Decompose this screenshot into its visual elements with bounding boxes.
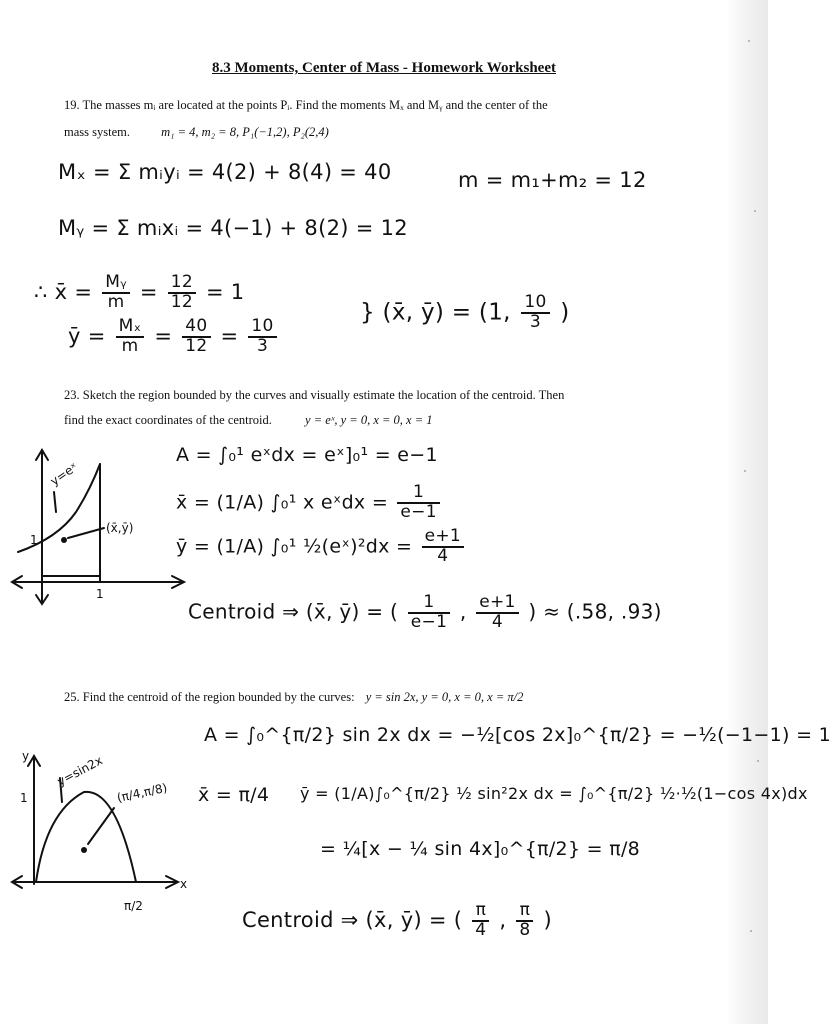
p25-c-f1-den: 4 bbox=[475, 919, 487, 940]
p19-xbar-f1-num: Mᵧ bbox=[102, 274, 130, 294]
scan-speck bbox=[750, 930, 752, 932]
p19-center-den: 3 bbox=[529, 311, 542, 332]
p19-center-of-mass bbox=[360, 294, 570, 332]
scan-speck bbox=[754, 210, 756, 212]
p25-centroid-close: ) bbox=[543, 907, 552, 932]
p19-xbar-f2-num: 12 bbox=[168, 274, 196, 294]
p23-ybar-den: 4 bbox=[437, 545, 449, 566]
p23-centroid-fraction-2 bbox=[476, 594, 518, 632]
p23-area: A = ∫₀¹ eˣdx = eˣ]₀¹ = e−1 bbox=[176, 444, 438, 466]
scan-edge-shadow bbox=[726, 0, 768, 1024]
p19-center-num: 10 bbox=[521, 294, 549, 314]
p23-xbar-num: 1 bbox=[397, 484, 439, 504]
scan-speck bbox=[757, 760, 759, 762]
p19-ybar-lead: ȳ = bbox=[68, 323, 106, 348]
p19-ybar-eq1: = bbox=[154, 323, 173, 348]
p23-c-f1-num: 1 bbox=[408, 594, 450, 614]
p19-xbar-f1-den: m bbox=[107, 291, 125, 312]
p23-point-label: (x̄,ȳ) bbox=[106, 521, 134, 535]
p23-xbar-row bbox=[176, 484, 443, 522]
p23-one-x-label: 1 bbox=[96, 587, 104, 601]
p19-ybar-f3-den: 3 bbox=[256, 335, 269, 356]
p23-region-sketch bbox=[8, 440, 198, 610]
p25-centroid-row bbox=[242, 902, 552, 940]
problem-23-given: y = eˣ, y = 0, x = 0, x = 1 bbox=[305, 413, 433, 427]
p23-c-f1-den: e−1 bbox=[410, 611, 448, 632]
p19-moment-y: Mᵧ = Σ mᵢxᵢ = 4(−1) + 8(2) = 12 bbox=[58, 216, 408, 240]
p23-centroid-lead: Centroid ⇒ (x̄, ȳ) = ( bbox=[188, 599, 399, 624]
problem-19-line2-row bbox=[64, 125, 329, 140]
problem-23-line2-row bbox=[64, 413, 433, 428]
problem-23-line2: find the exact coordinates of the centroid. bbox=[64, 413, 272, 427]
p23-centroid-tail: ) ≈ (.58, .93) bbox=[528, 599, 662, 624]
p23-ybar-row bbox=[176, 528, 467, 566]
p25-c-f2-den: 8 bbox=[519, 919, 531, 940]
p23-centroid-row bbox=[188, 594, 662, 632]
problem-25-text bbox=[64, 690, 523, 705]
p23-c-f2-den: 4 bbox=[491, 611, 503, 632]
p23-ybar: ȳ = (1/A) ∫₀¹ ½(eˣ)²dx = bbox=[176, 535, 413, 558]
problem-23-line1: Sketch the region bounded by the curves and visually estimate the location of the centroid. Then bbox=[82, 388, 565, 402]
p25-centroid-dot bbox=[81, 847, 87, 853]
p25-c-f2-num: π bbox=[516, 902, 533, 922]
p19-xbar-row bbox=[34, 274, 244, 312]
scan-speck bbox=[744, 470, 746, 472]
p19-moment-x: Mₓ = Σ mᵢyᵢ = 4(2) + 8(4) = 40 bbox=[58, 160, 392, 184]
p23-centroid-dot bbox=[61, 537, 67, 543]
p25-ybar-line2: = ¼[x − ¼ sin 4x]₀^{π/2} = π/8 bbox=[320, 838, 641, 860]
p19-ybar-f2-num: 40 bbox=[182, 318, 210, 338]
p23-curve-label-arrow bbox=[54, 492, 56, 512]
p23-xbar-den: e−1 bbox=[400, 501, 437, 522]
p25-ybar: ȳ = (1/A)∫₀^{π/2} ½ sin²2x dx = ∫₀^{π/2} ½·½(1−cos 4x)dx bbox=[300, 784, 808, 803]
p19-ybar-f1-num: Mₓ bbox=[116, 318, 145, 338]
p25-one-y-label: 1 bbox=[20, 791, 28, 805]
problem-23-number: 23. bbox=[64, 388, 80, 402]
p19-ybar-f3-num: 10 bbox=[248, 318, 276, 338]
p19-center-fraction bbox=[521, 294, 549, 332]
p25-curve-label: y=sin2x bbox=[54, 753, 105, 789]
p23-centroid-fraction-1 bbox=[408, 594, 450, 632]
p19-ybar-f1-den: m bbox=[121, 335, 139, 356]
p25-curve-sin bbox=[36, 792, 136, 882]
p25-c-f1-num: π bbox=[472, 902, 489, 922]
p19-ybar-fraction-3 bbox=[248, 318, 276, 356]
p19-ybar-fraction-2 bbox=[182, 318, 210, 356]
p23-ybar-fraction bbox=[422, 528, 464, 566]
p23-ybar-num: e+1 bbox=[422, 528, 464, 548]
p25-centroid-arrow bbox=[88, 808, 114, 844]
p19-ybar-row bbox=[68, 318, 280, 356]
p19-xbar-f2-den: 12 bbox=[170, 291, 193, 312]
problem-25-line1: Find the centroid of the region bounded by the curves: bbox=[82, 690, 355, 704]
problem-25-number: 25. bbox=[64, 690, 80, 704]
p25-centroid-fraction-1 bbox=[472, 902, 489, 940]
p19-xbar-fraction-2 bbox=[168, 274, 196, 312]
scan-speck bbox=[748, 40, 750, 42]
p19-ybar-f2-den: 12 bbox=[185, 335, 208, 356]
p19-ybar-eq2: = bbox=[220, 323, 239, 348]
p19-center-close: ) bbox=[560, 299, 570, 326]
p23-xbar-fraction bbox=[397, 484, 439, 522]
p25-point-label: (π/4,π/8) bbox=[115, 780, 169, 805]
p25-y-axis-label: y bbox=[22, 749, 30, 763]
problem-23-text bbox=[64, 388, 564, 403]
p19-ybar-fraction-1 bbox=[116, 318, 145, 356]
problem-19-given: m₁ = 4, m₂ = 8, P₁(−1,2), P₂(2,4) bbox=[161, 125, 329, 139]
p25-centroid-fraction-2 bbox=[516, 902, 533, 940]
problem-19-number: 19. bbox=[64, 98, 80, 112]
p25-region-sketch bbox=[6, 742, 196, 932]
p23-curve-label: y=eˣ bbox=[47, 459, 81, 489]
p23-c-f2-num: e+1 bbox=[476, 594, 518, 614]
problem-19-text bbox=[64, 98, 548, 113]
p19-xbar-eq: = bbox=[139, 279, 158, 304]
p19-xbar-fraction-1 bbox=[102, 274, 130, 312]
p23-centroid-comma: , bbox=[459, 599, 467, 624]
problem-19-line1: The masses mᵢ are located at the points Pᵢ. Find the moments Mₓ and Mᵧ and the center of the bbox=[82, 98, 548, 112]
p25-x-axis-label: x bbox=[180, 877, 188, 891]
p23-one-y-label: 1 bbox=[30, 533, 38, 547]
p19-xbar-result: = 1 bbox=[205, 279, 245, 304]
problem-25-given: y = sin 2x, y = 0, x = 0, x = π/2 bbox=[365, 690, 524, 704]
p19-xbar-lead: ∴ x̄ = bbox=[34, 279, 93, 304]
p19-center-lead: } (x̄, ȳ) = (1, bbox=[360, 299, 511, 326]
p23-centroid-arrow bbox=[68, 528, 104, 538]
p23-xbar: x̄ = (1/A) ∫₀¹ x eˣdx = bbox=[176, 491, 389, 514]
p25-area: A = ∫₀^{π/2} sin 2x dx = −½[cos 2x]₀^{π/2} = −½(−1−1) = 1 bbox=[204, 724, 831, 746]
p25-xbar: x̄ = π/4 bbox=[198, 784, 270, 806]
p25-centroid-lead: Centroid ⇒ (x̄, ȳ) = ( bbox=[242, 907, 463, 932]
p19-total-mass: m = m₁+m₂ = 12 bbox=[458, 168, 647, 192]
problem-19-line2: mass system. bbox=[64, 125, 130, 139]
worksheet-title: 8.3 Moments, Center of Mass - Homework Worksheet bbox=[212, 60, 556, 76]
p25-pi-half-label: π/2 bbox=[124, 899, 143, 913]
p25-centroid-comma: , bbox=[499, 907, 507, 932]
